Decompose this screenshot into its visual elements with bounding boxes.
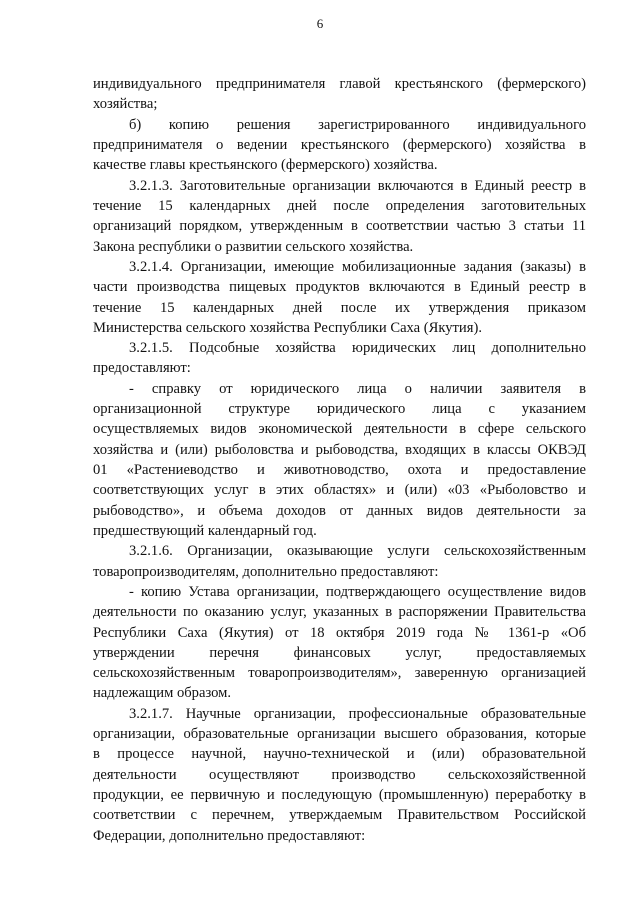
- text-line: утверждении перечня финансовых услуг, предоставляемых: [93, 645, 586, 661]
- page-number: 6: [316, 16, 324, 31]
- text-line: 3.2.1.5. Подсобные хозяйства юридических лиц дополнительно: [129, 340, 586, 356]
- text-line: качестве главы крестьянского (фермерского) хозяйства.: [93, 157, 438, 173]
- text-line: Министерства сельского хозяйства Республики Саха (Якутия).: [93, 320, 482, 336]
- text-line: в процессе научной, научно-технической и (или) образовательной: [93, 746, 586, 762]
- text-line: сельскохозяйственным товаропроизводителям», заверенную организацией: [93, 665, 586, 681]
- text-line: б) копию решения зарегистрированного индивидуального: [129, 117, 586, 133]
- text-line: предоставляют:: [93, 360, 191, 376]
- text-line: рыбоводство», и объема доходов от данных видов деятельности за: [93, 503, 586, 519]
- text-line: товаропроизводителям, дополнительно предоставляют:: [93, 564, 439, 580]
- text-line: части производства пищевых продуктов включаются в Единый реестр в: [93, 279, 586, 295]
- text-line: осуществляемых видов экономической деятельности в сфере сельского: [93, 421, 586, 437]
- text-line: деятельности по оказанию услуг, указанных в распоряжении Правительства: [93, 604, 586, 620]
- text-line: 3.2.1.4. Организации, имеющие мобилизационные задания (заказы) в: [129, 259, 586, 275]
- text-line: 3.2.1.3. Заготовительные организации включаются в Единый реестр в: [129, 178, 586, 194]
- text-line: - справку от юридического лица о наличии заявителя в: [129, 381, 586, 397]
- text-line: течение 15 календарных дней после определения заготовительных: [93, 198, 586, 214]
- text-line: течение 15 календарных дней после их утверждения приказом: [93, 300, 586, 316]
- text-line: Закона республики о развитии сельского хозяйства.: [93, 239, 414, 255]
- text-line: организаций порядком, утвержденным в соответствии частью 3 статьи 11: [93, 218, 586, 234]
- text-line: хозяйства;: [93, 96, 158, 112]
- text-line: соответствии с перечнем, утверждаемым Правительством Российской: [93, 807, 586, 823]
- text-line: деятельности осуществляют производство сельскохозяйственной: [93, 767, 586, 783]
- text-line: предшествующий календарный год.: [93, 523, 317, 539]
- text-line: организационной структуре юридического лица с указанием: [93, 401, 586, 417]
- text-line: организации, образовательные организации высшего образования, которые: [93, 726, 586, 742]
- text-line: хозяйства и (или) рыболовства и рыбоводства, входящих в классы ОКВЭД: [93, 442, 586, 458]
- text-line: Республики Саха (Якутия) от 18 октября 2019 года № 1361-р «Об: [93, 625, 586, 641]
- text-line: продукции, ее первичную и последующую (промышленную) переработку в: [93, 787, 586, 803]
- text-line: индивидуального предпринимателя главой крестьянского (фермерского): [93, 76, 586, 92]
- text-line: 3.2.1.7. Научные организации, профессиональные образовательные: [129, 706, 586, 722]
- text-line: надлежащим образом.: [93, 685, 232, 701]
- text-line: - копию Устава организации, подтверждающего осуществление видов: [129, 584, 586, 600]
- text-line: соответствующих услуг в этих областях» и (или) «03 «Рыболовство и: [93, 482, 586, 498]
- text-line: Федерации, дополнительно предоставляют:: [93, 828, 366, 844]
- text-line: предпринимателя о ведении крестьянского (фермерского) хозяйства в: [93, 137, 586, 153]
- text-line: 01 «Растениеводство и животноводство, охота и предоставление: [93, 462, 586, 478]
- text-line: 3.2.1.6. Организации, оказывающие услуги сельскохозяйственным: [129, 543, 586, 559]
